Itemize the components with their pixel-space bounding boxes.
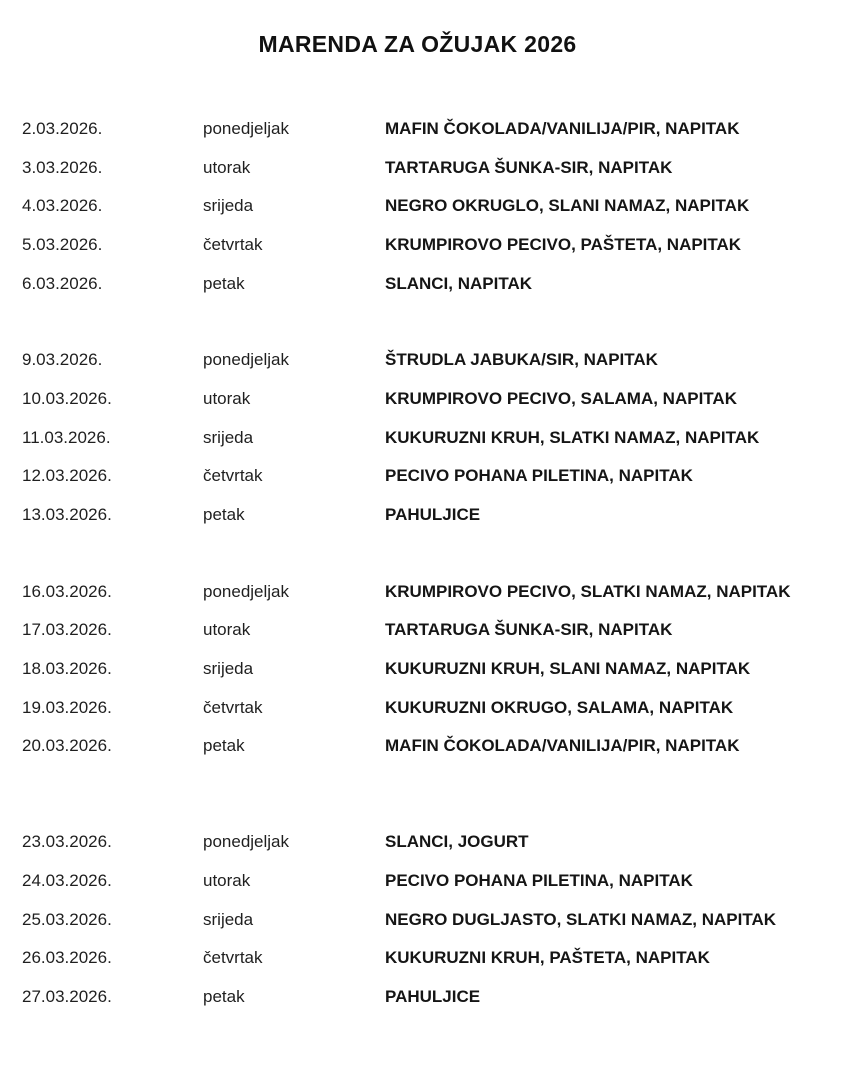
menu-row xyxy=(0,225,849,264)
menu-cell: ŠTRUDLA JABUKA/SIR, NAPITAK xyxy=(385,350,658,370)
menu-row xyxy=(0,900,849,939)
menu-row xyxy=(0,572,849,611)
date-cell: 17.03.2026. xyxy=(22,620,112,640)
date-cell: 19.03.2026. xyxy=(22,697,112,717)
menu-row xyxy=(0,148,849,187)
date-cell: 20.03.2026. xyxy=(22,736,112,756)
week-list xyxy=(0,109,849,1016)
weekday-cell: četvrtak xyxy=(203,466,263,486)
weekday-cell: utorak xyxy=(203,157,251,177)
weekday-cell: ponedjeljak xyxy=(203,350,290,370)
menu-cell: KRUMPIROVO PECIVO, SALAMA, NAPITAK xyxy=(385,388,737,408)
menu-row xyxy=(0,938,849,977)
weekday-cell: petak xyxy=(203,986,245,1006)
week-block xyxy=(0,822,849,1015)
date-cell: 23.03.2026. xyxy=(22,832,112,852)
weekday-cell: srijeda xyxy=(203,909,254,929)
week-block xyxy=(0,109,849,302)
date-cell: 5.03.2026. xyxy=(22,234,103,254)
weekday-cell: četvrtak xyxy=(203,234,263,254)
date-cell: 27.03.2026. xyxy=(22,986,112,1006)
menu-cell: MAFIN ČOKOLADA/VANILIJA/PIR, NAPITAK xyxy=(385,736,740,756)
menu-cell: KRUMPIROVO PECIVO, SLATKI NAMAZ, NAPITAK xyxy=(385,581,791,601)
menu-cell: KRUMPIROVO PECIVO, PAŠTETA, NAPITAK xyxy=(385,234,742,254)
menu-cell: KUKURUZNI KRUH, SLATKI NAMAZ, NAPITAK xyxy=(385,427,760,447)
week-block xyxy=(0,572,849,765)
date-cell: 11.03.2026. xyxy=(22,427,111,447)
date-cell: 26.03.2026. xyxy=(22,948,112,968)
menu-cell: PAHULJICE xyxy=(385,986,481,1006)
menu-row xyxy=(0,649,849,688)
date-cell: 16.03.2026. xyxy=(22,581,112,601)
menu-row xyxy=(0,495,849,534)
date-cell: 24.03.2026. xyxy=(22,870,112,890)
weekday-cell: petak xyxy=(203,273,245,293)
weekday-cell: petak xyxy=(203,736,245,756)
menu-cell: TARTARUGA ŠUNKA-SIR, NAPITAK xyxy=(385,157,673,177)
menu-row xyxy=(0,340,849,379)
menu-row xyxy=(0,264,849,303)
weekday-cell: četvrtak xyxy=(203,697,263,717)
date-cell: 18.03.2026. xyxy=(22,659,112,679)
date-cell: 10.03.2026. xyxy=(22,388,112,408)
weekday-cell: ponedjeljak xyxy=(203,118,290,138)
menu-cell: NEGRO DUGLJASTO, SLATKI NAMAZ, NAPITAK xyxy=(385,909,776,929)
date-cell: 2.03.2026. xyxy=(22,118,103,138)
date-cell: 6.03.2026. xyxy=(22,273,103,293)
date-cell: 9.03.2026. xyxy=(22,350,103,370)
menu-cell: TARTARUGA ŠUNKA-SIR, NAPITAK xyxy=(385,620,673,640)
menu-cell: MAFIN ČOKOLADA/VANILIJA/PIR, NAPITAK xyxy=(385,118,740,138)
menu-cell: KUKURUZNI KRUH, SLANI NAMAZ, NAPITAK xyxy=(385,659,751,679)
menu-row xyxy=(0,822,849,861)
page-title: MARENDA ZA OŽUJAK 2026 xyxy=(258,31,577,57)
menu-row xyxy=(0,688,849,727)
weekday-cell: četvrtak xyxy=(203,948,263,968)
menu-cell: PECIVO POHANA PILETINA, NAPITAK xyxy=(385,870,693,890)
weekday-cell: ponedjeljak xyxy=(203,581,290,601)
date-cell: 12.03.2026. xyxy=(22,466,112,486)
menu-cell: SLANCI, NAPITAK xyxy=(385,273,533,293)
menu-row xyxy=(0,727,849,766)
date-cell: 25.03.2026. xyxy=(22,909,112,929)
weekday-cell: utorak xyxy=(203,870,251,890)
menu-row xyxy=(0,418,849,457)
menu-cell: PECIVO POHANA PILETINA, NAPITAK xyxy=(385,466,693,486)
menu-row xyxy=(0,186,849,225)
date-cell: 13.03.2026. xyxy=(22,505,112,525)
menu-cell: KUKURUZNI OKRUGO, SALAMA, NAPITAK xyxy=(385,697,734,717)
menu-cell: NEGRO OKRUGLO, SLANI NAMAZ, NAPITAK xyxy=(385,196,750,216)
weekday-cell: srijeda xyxy=(203,196,254,216)
weekday-cell: ponedjeljak xyxy=(203,832,290,852)
weekday-cell: srijeda xyxy=(203,427,254,447)
weekday-cell: srijeda xyxy=(203,659,254,679)
weekday-cell: utorak xyxy=(203,388,251,408)
menu-row xyxy=(0,977,849,1016)
menu-row xyxy=(0,109,849,148)
menu-row xyxy=(0,457,849,496)
menu-row xyxy=(0,611,849,650)
menu-cell: SLANCI, JOGURT xyxy=(385,832,529,852)
menu-cell: KUKURUZNI KRUH, PAŠTETA, NAPITAK xyxy=(385,948,710,968)
week-block xyxy=(0,340,849,533)
menu-row xyxy=(0,379,849,418)
date-cell: 3.03.2026. xyxy=(22,157,103,177)
menu-row xyxy=(0,861,849,900)
weekday-cell: petak xyxy=(203,505,245,525)
weekday-cell: utorak xyxy=(203,620,251,640)
date-cell: 4.03.2026. xyxy=(22,196,103,216)
menu-cell: PAHULJICE xyxy=(385,505,481,525)
